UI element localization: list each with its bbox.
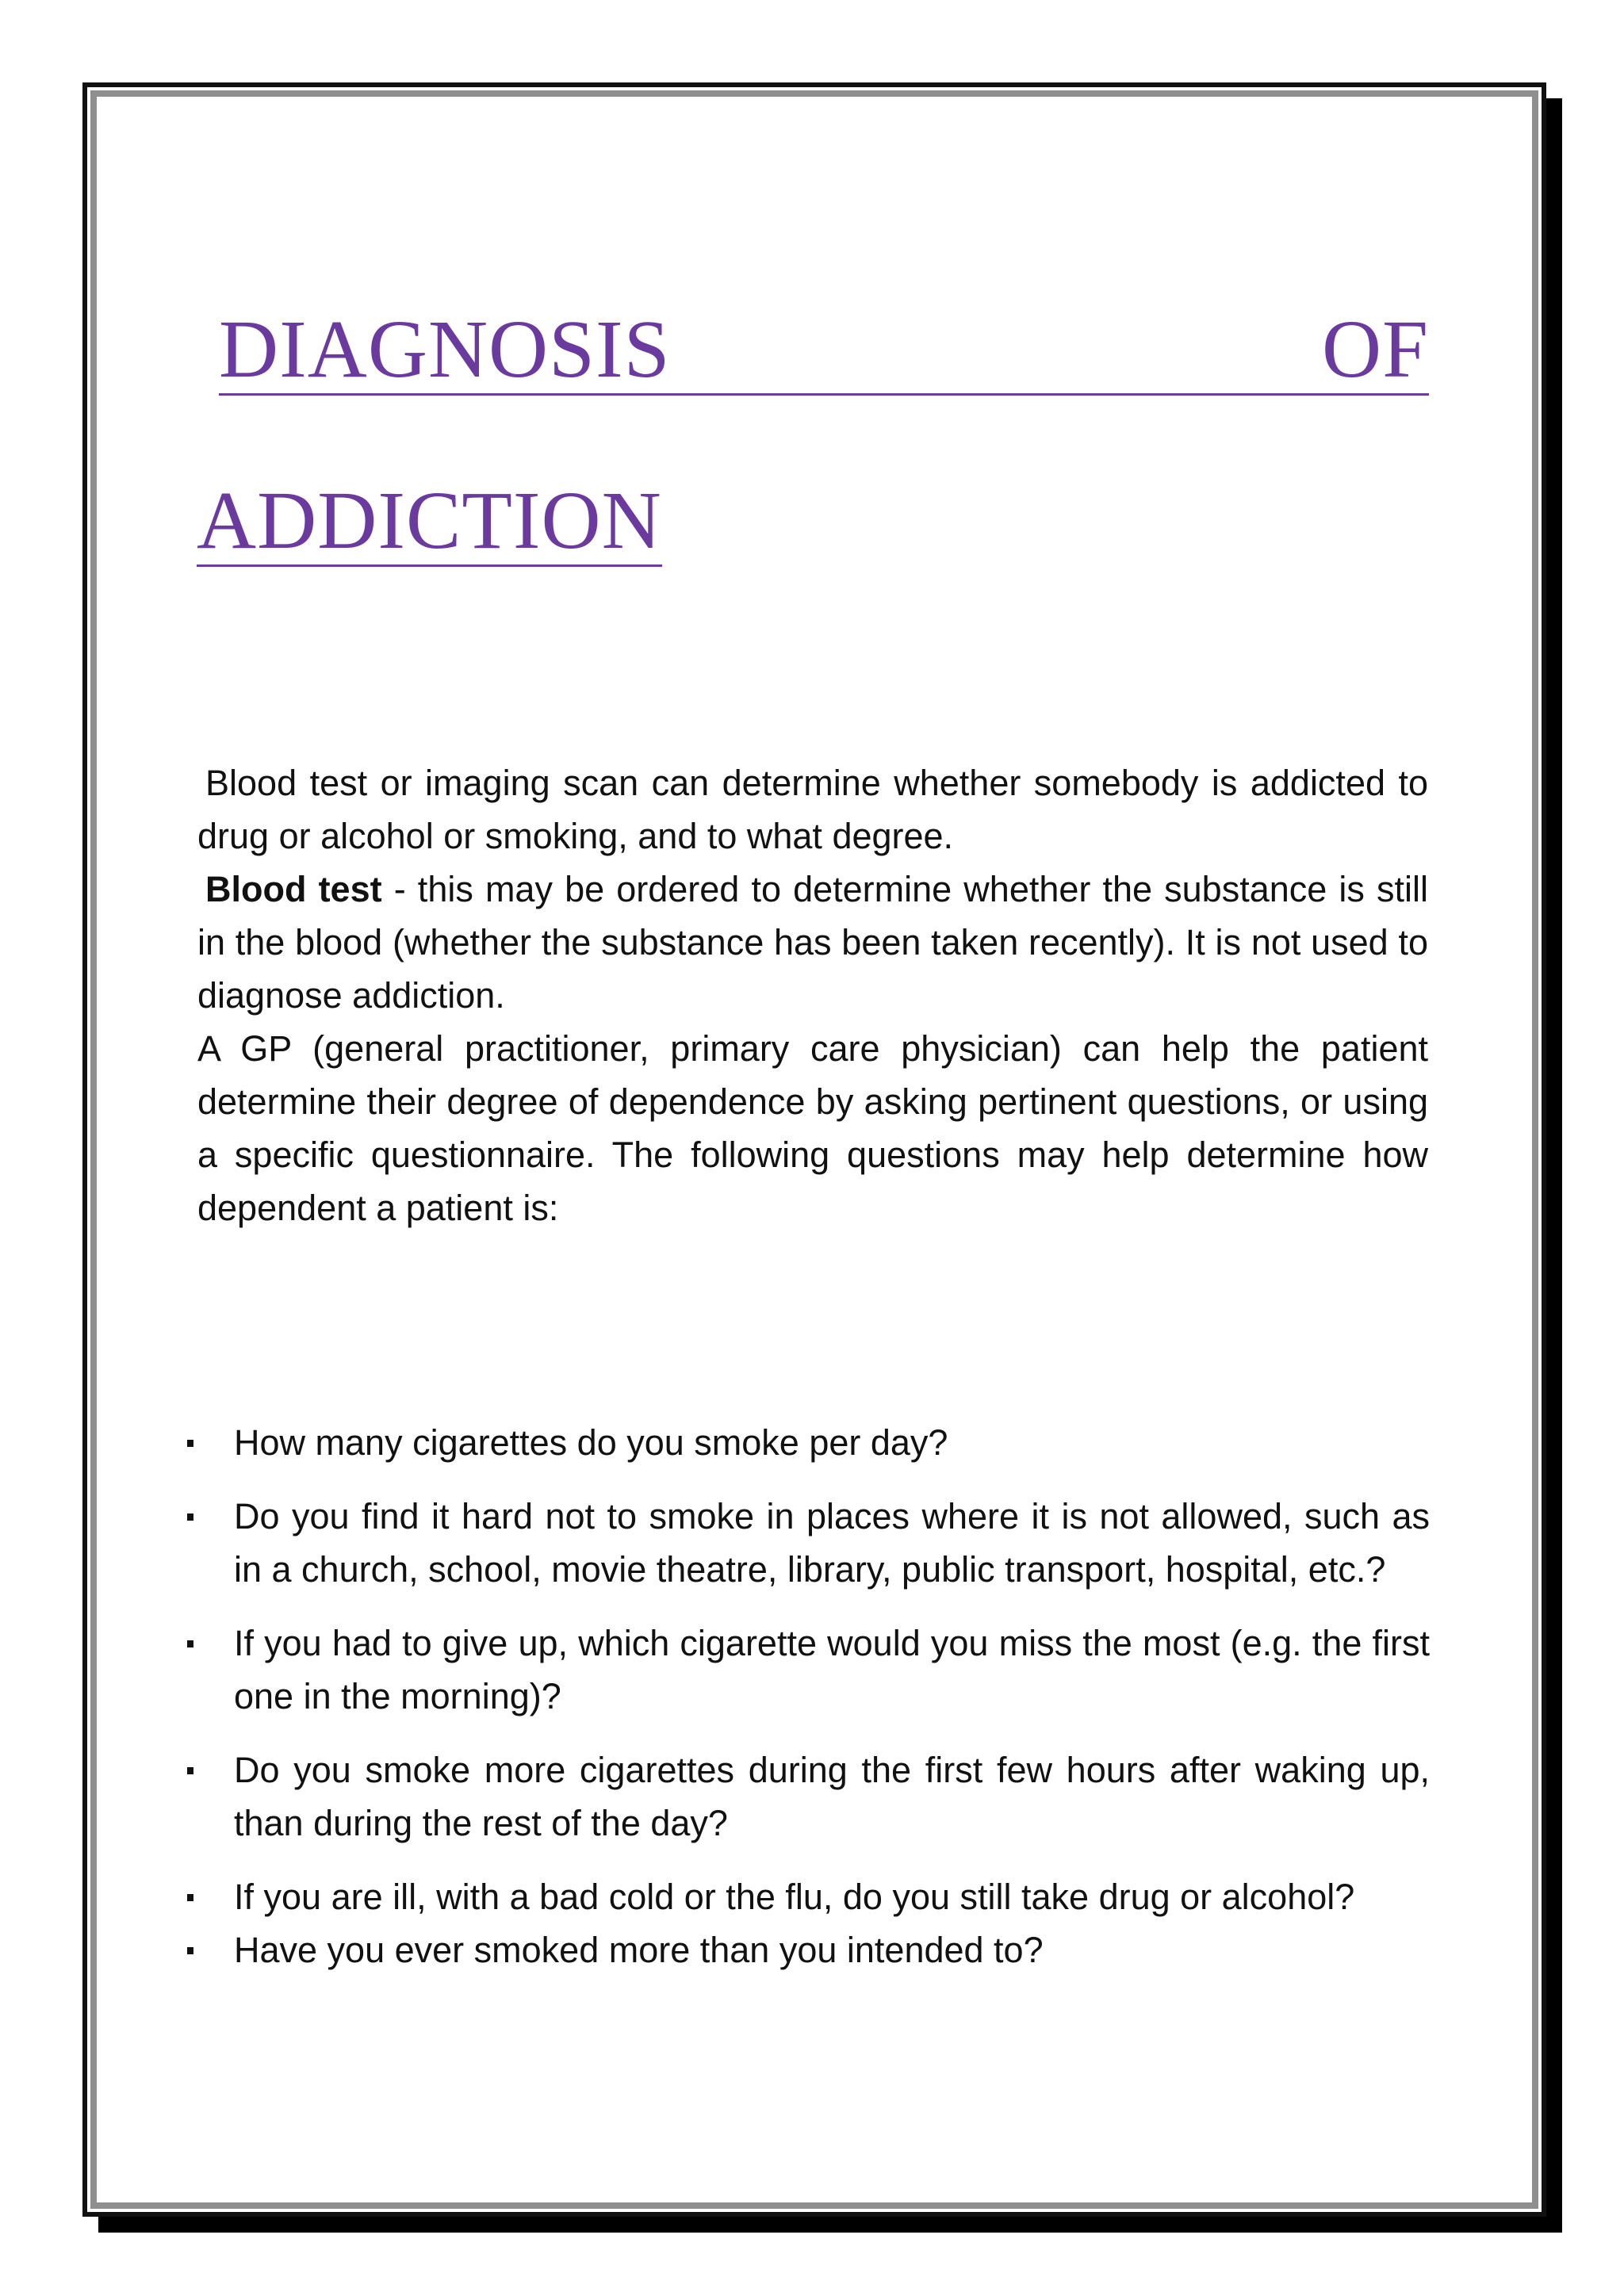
title-word-of: OF — [1322, 304, 1429, 395]
title-word-diagnosis: DIAGNOSIS — [219, 304, 671, 395]
blood-test-paragraph — [197, 863, 1428, 1022]
question-text: Do you find it hard not to smoke in places where it is not allowed, such as in a church, school, movie theatre, library, public transport, hospital, etc.? — [234, 1496, 1430, 1590]
list-item — [181, 1743, 1430, 1850]
list-item — [181, 1923, 1430, 1976]
question-text: How many cigarettes do you smoke per day? — [234, 1422, 948, 1463]
bullet-square-icon — [187, 1440, 193, 1447]
bullet-square-icon — [187, 1894, 193, 1901]
list-item — [181, 1490, 1430, 1596]
intro-paragraph: Blood test or imaging scan can determine whether somebody is addicted to drug or alcohol or smoking, and to what degree. — [197, 763, 1428, 856]
gp-paragraph: A GP (general practitioner, primary care physician) can help the patient determine their degree of dependence by asking pertinent questions, or using a specific questionnaire. The following questions may help determine how dependent a patient is: — [197, 1028, 1428, 1228]
bullet-square-icon — [187, 1767, 193, 1774]
question-list — [181, 1416, 1430, 1997]
page-title-line-1 — [219, 306, 1429, 396]
question-text: Do you smoke more cigarettes during the first few hours after waking up, than during the rest of the day? — [234, 1750, 1430, 1843]
bullet-square-icon — [187, 1640, 193, 1647]
blood-test-description: - this may be ordered to determine whether the substance is still in the blood (whether the substance has been taken recently). It is not used to diagnose addiction. — [197, 869, 1429, 1016]
list-item — [181, 1870, 1430, 1923]
bullet-square-icon — [187, 1513, 193, 1521]
intro-text — [197, 756, 1428, 1234]
title-word-addiction: ADDICTION — [197, 475, 662, 566]
question-text: If you had to give up, which cigarette would you miss the most (e.g. the first one in the morning)? — [234, 1623, 1430, 1716]
page-title-line-2 — [197, 477, 662, 567]
question-text: If you are ill, with a bad cold or the flu, do you still take drug or alcohol? — [234, 1877, 1355, 1917]
list-item — [181, 1617, 1430, 1723]
list-item — [181, 1416, 1430, 1469]
question-text: Have you ever smoked more than you intended to? — [234, 1930, 1044, 1970]
bullet-square-icon — [187, 1947, 193, 1954]
blood-test-label: Blood test — [205, 869, 382, 909]
